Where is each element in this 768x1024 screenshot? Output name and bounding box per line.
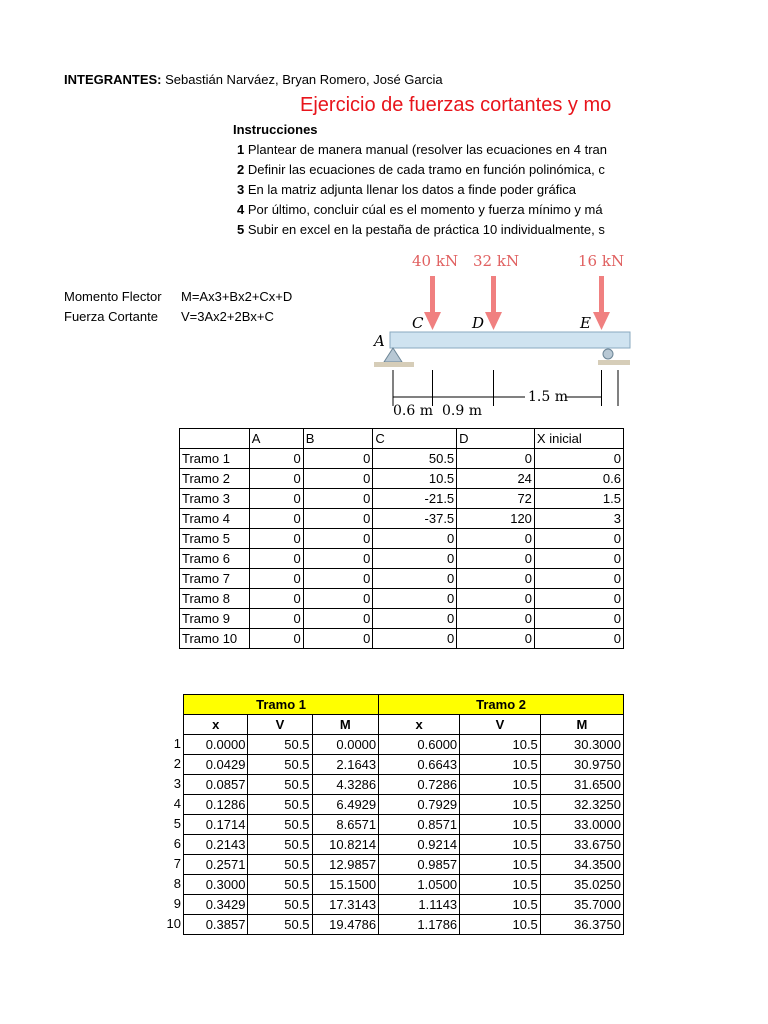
table-cell[interactable]: 0: [249, 589, 303, 609]
table-cell[interactable]: 10.5: [460, 755, 541, 775]
table-row: [179, 835, 624, 855]
table-cell[interactable]: 0: [249, 509, 303, 529]
table-cell[interactable]: 50.5: [373, 449, 457, 469]
load-arrow: [424, 276, 441, 330]
table-row: [179, 735, 624, 755]
table-cell[interactable]: 0.7929: [379, 795, 460, 815]
row-label[interactable]: Tramo 1: [180, 449, 250, 469]
table-cell[interactable]: 2.1643: [312, 755, 379, 775]
row-index: [173, 835, 184, 855]
page-title: Ejercicio de fuerzas cortantes y mo: [300, 94, 612, 116]
row-index: [173, 815, 184, 835]
table-cell[interactable]: 10.5: [460, 735, 541, 755]
coefficient-table: [179, 428, 624, 649]
table-cell[interactable]: 8.6571: [312, 815, 379, 835]
instruction-number: 3: [237, 182, 245, 197]
row-index-label: 3: [173, 775, 181, 791]
table-cell[interactable]: 50.5: [248, 855, 312, 875]
table-row: [180, 629, 624, 649]
row-label[interactable]: Tramo 7: [180, 569, 250, 589]
table-cell[interactable]: 33.0000: [540, 815, 623, 835]
instruction-text: Por último, concluir cúal es el momento y fuerza mínimo y má: [247, 202, 603, 217]
row-index: [173, 755, 184, 775]
table-cell[interactable]: 0.3429: [184, 895, 248, 915]
row-index: [166, 915, 184, 935]
point-e-label: E: [580, 314, 591, 332]
table-cell[interactable]: 0: [249, 489, 303, 509]
table-cell[interactable]: 0.3000: [184, 875, 248, 895]
table-cell[interactable]: 10.5: [460, 835, 541, 855]
instruction-text: En la matriz adjunta llenar los datos a finde poder gráfica: [247, 182, 576, 197]
table-cell[interactable]: 6.4929: [312, 795, 379, 815]
table-cell[interactable]: 10.8214: [312, 835, 379, 855]
tramo-group-header: Tramo 2: [379, 695, 624, 715]
table-row: [179, 915, 624, 935]
table-cell[interactable]: 24: [457, 469, 535, 489]
row-index: [173, 895, 184, 915]
group-header-row: [179, 695, 624, 715]
dim2-label: 0.9 m: [442, 403, 482, 419]
row-index-label: 6: [173, 835, 181, 851]
table-cell[interactable]: 4.3286: [312, 775, 379, 795]
table-cell[interactable]: 1.1143: [379, 895, 460, 915]
instruction-number: 5: [237, 222, 245, 237]
table-cell[interactable]: 50.5: [248, 915, 312, 935]
table-cell[interactable]: 34.3500: [540, 855, 623, 875]
dimension-lines: [393, 370, 618, 406]
table-cell[interactable]: 0: [373, 569, 457, 589]
table-cell[interactable]: 30.3000: [540, 735, 623, 755]
table-cell[interactable]: 0.0429: [184, 755, 248, 775]
integrantes-names: Sebastián Narváez, Bryan Romero, José Garcia: [165, 72, 443, 87]
table-cell[interactable]: 0: [373, 529, 457, 549]
table-row: [180, 449, 624, 469]
corner-cell: [179, 715, 184, 735]
table-cell[interactable]: 15.1500: [312, 875, 379, 895]
table-cell[interactable]: 0: [303, 529, 373, 549]
row-index-label: 5: [173, 815, 181, 831]
column-header: D: [457, 429, 535, 449]
table-row: [179, 775, 624, 795]
corner-cell: [179, 695, 184, 715]
instruction-item: [237, 222, 605, 237]
table-cell[interactable]: 0: [303, 629, 373, 649]
table-cell[interactable]: 1.0500: [379, 875, 460, 895]
table-row: [179, 875, 624, 895]
column-header: [180, 429, 250, 449]
column-header: A: [249, 429, 303, 449]
table-cell[interactable]: 31.6500: [540, 775, 623, 795]
column-header: C: [373, 429, 457, 449]
instruction-item: [237, 202, 603, 217]
table-row: [179, 855, 624, 875]
row-index-label: 1: [173, 735, 181, 751]
table-cell[interactable]: 0.3857: [184, 915, 248, 935]
table-cell[interactable]: 1.1786: [379, 915, 460, 935]
table-cell[interactable]: 0.9214: [379, 835, 460, 855]
sub-header-row: [179, 715, 624, 735]
table-cell[interactable]: 0: [457, 569, 535, 589]
table-cell[interactable]: 30.9750: [540, 755, 623, 775]
point-d-label: D: [472, 314, 485, 332]
row-index-label: 8: [173, 875, 181, 891]
table-cell[interactable]: 0: [303, 469, 373, 489]
table-row: [180, 489, 624, 509]
table-row: [180, 529, 624, 549]
table-cell[interactable]: 0: [373, 629, 457, 649]
instruction-number: 1: [237, 142, 245, 157]
table-cell[interactable]: 50.5: [248, 895, 312, 915]
table-cell[interactable]: 0.0857: [184, 775, 248, 795]
instruction-number: 4: [237, 202, 245, 217]
table-cell[interactable]: 0: [534, 549, 623, 569]
table-cell[interactable]: 0: [457, 609, 535, 629]
load1-label: 40 kN: [412, 252, 459, 270]
table-cell[interactable]: 0: [534, 589, 623, 609]
table-row: [179, 815, 624, 835]
table-row: [180, 589, 624, 609]
row-label[interactable]: Tramo 6: [180, 549, 250, 569]
column-header: X inicial: [534, 429, 623, 449]
table-cell[interactable]: 0: [534, 569, 623, 589]
column-header: M: [540, 715, 623, 735]
table-cell[interactable]: 10.5: [460, 875, 541, 895]
column-header: x: [379, 715, 460, 735]
moment-formula: [64, 287, 292, 307]
instruction-text: Plantear de manera manual (resolver las ecuaciones en 4 tran: [247, 142, 608, 157]
table-cell[interactable]: 0: [249, 469, 303, 489]
table-cell[interactable]: 0: [457, 629, 535, 649]
table-cell[interactable]: 0.6000: [379, 735, 460, 755]
table-cell[interactable]: 0: [534, 529, 623, 549]
load-arrow: [485, 276, 502, 330]
table-cell[interactable]: 33.6750: [540, 835, 623, 855]
table-cell[interactable]: 0: [249, 549, 303, 569]
table-cell[interactable]: 12.9857: [312, 855, 379, 875]
team-members-line: [64, 72, 443, 87]
table-cell[interactable]: 0: [534, 609, 623, 629]
shear-formula: [64, 307, 292, 327]
shear-equation: V=3Ax2+2Bx+C: [181, 309, 274, 324]
column-header: M: [312, 715, 379, 735]
row-index: [173, 855, 184, 875]
column-header: V: [248, 715, 312, 735]
table-cell[interactable]: 50.5: [248, 835, 312, 855]
beam-diagram: [360, 250, 630, 420]
table-cell[interactable]: 0: [249, 529, 303, 549]
table-cell[interactable]: 0: [457, 449, 535, 469]
table-cell[interactable]: 10.5: [460, 915, 541, 935]
moment-equation: M=Ax3+Bx2+Cx+D: [181, 289, 293, 304]
table-cell[interactable]: 0.7286: [379, 775, 460, 795]
column-header: B: [303, 429, 373, 449]
table-cell[interactable]: 0: [457, 589, 535, 609]
column-header: x: [184, 715, 248, 735]
table-cell[interactable]: 0.2571: [184, 855, 248, 875]
table-row: [180, 569, 624, 589]
table-cell[interactable]: 0: [303, 609, 373, 629]
table-cell[interactable]: 0: [303, 509, 373, 529]
table-cell[interactable]: 0: [457, 549, 535, 569]
point-c-label: C: [412, 314, 424, 332]
table-cell[interactable]: 0: [303, 549, 373, 569]
table-cell[interactable]: -37.5: [373, 509, 457, 529]
table-cell[interactable]: 120: [457, 509, 535, 529]
table-cell[interactable]: 17.3143: [312, 895, 379, 915]
table-row: [179, 895, 624, 915]
table-cell[interactable]: 50.5: [248, 795, 312, 815]
row-label[interactable]: Tramo 9: [180, 609, 250, 629]
row-label[interactable]: Tramo 5: [180, 529, 250, 549]
table-cell[interactable]: 50.5: [248, 815, 312, 835]
instructions-heading: Instrucciones: [233, 122, 318, 137]
table-cell[interactable]: 10.5: [460, 895, 541, 915]
table-cell[interactable]: -21.5: [373, 489, 457, 509]
table-cell[interactable]: 35.7000: [540, 895, 623, 915]
table-cell[interactable]: 0.8571: [379, 815, 460, 835]
column-header: V: [460, 715, 541, 735]
table-cell[interactable]: 0: [534, 629, 623, 649]
table-cell[interactable]: 35.0250: [540, 875, 623, 895]
formulas-block: [64, 287, 292, 327]
table-cell[interactable]: 0.1286: [184, 795, 248, 815]
table-cell[interactable]: 0: [457, 529, 535, 549]
instruction-text: Subir en excel en la pestaña de práctica 10 individualmente, s: [247, 222, 605, 237]
table-cell[interactable]: 10.5: [460, 815, 541, 835]
shear-label: Fuerza Cortante: [64, 309, 158, 324]
table-cell[interactable]: 72: [457, 489, 535, 509]
table-row: [180, 509, 624, 529]
table-cell[interactable]: 10.5: [460, 855, 541, 875]
load-arrow: [593, 276, 610, 330]
table-cell[interactable]: 0: [249, 449, 303, 469]
table-cell[interactable]: 0.0000: [312, 735, 379, 755]
table-cell[interactable]: 0.6: [534, 469, 623, 489]
instruction-item: [237, 182, 576, 197]
values-table: [166, 694, 624, 935]
table-cell[interactable]: 50.5: [248, 875, 312, 895]
row-index: [173, 735, 184, 755]
table-row: [180, 469, 624, 489]
table-cell[interactable]: 0: [303, 449, 373, 469]
load3-label: 16 kN: [578, 252, 625, 270]
beam-body: [390, 332, 630, 348]
table-cell[interactable]: 0.6643: [379, 755, 460, 775]
table-cell[interactable]: 0.9857: [379, 855, 460, 875]
row-label[interactable]: Tramo 2: [180, 469, 250, 489]
table-cell[interactable]: 1.5: [534, 489, 623, 509]
row-index-label: 9: [173, 895, 181, 911]
table-cell[interactable]: 0: [373, 609, 457, 629]
load2-label: 32 kN: [473, 252, 520, 270]
table-row: [180, 609, 624, 629]
table-cell[interactable]: 0: [249, 569, 303, 589]
table-cell[interactable]: 32.3250: [540, 795, 623, 815]
row-index: [173, 795, 184, 815]
instruction-item: [237, 142, 607, 157]
table-cell[interactable]: 10.5: [460, 775, 541, 795]
instruction-text: Definir las ecuaciones de cada tramo en función polinómica, c: [247, 162, 605, 177]
instruction-number: 2: [237, 162, 245, 177]
row-index: [173, 875, 184, 895]
table-cell[interactable]: 0: [303, 569, 373, 589]
table-cell[interactable]: 0: [303, 589, 373, 609]
table-cell[interactable]: 0.1714: [184, 815, 248, 835]
table-cell[interactable]: 0: [373, 549, 457, 569]
table-cell[interactable]: 50.5: [248, 775, 312, 795]
table-cell[interactable]: 36.3750: [540, 915, 623, 935]
tramo-group-header: Tramo 1: [184, 695, 379, 715]
table-cell[interactable]: 50.5: [248, 735, 312, 755]
point-a-label: A: [374, 332, 385, 350]
dim1-label: 0.6 m: [393, 403, 433, 419]
row-label[interactable]: Tramo 4: [180, 509, 250, 529]
coef-header-row: [180, 429, 624, 449]
pin-support: [374, 348, 414, 367]
table-cell[interactable]: 0: [303, 489, 373, 509]
instruction-item: [237, 162, 605, 177]
table-cell[interactable]: 10.5: [460, 795, 541, 815]
table-cell[interactable]: 0.2143: [184, 835, 248, 855]
row-index: [173, 775, 184, 795]
table-cell[interactable]: 0: [249, 629, 303, 649]
table-row: [179, 755, 624, 775]
moment-label: Momento Flector: [64, 289, 162, 304]
roller-support: [598, 349, 630, 365]
row-label[interactable]: Tramo 3: [180, 489, 250, 509]
row-index-label: 7: [173, 855, 181, 871]
row-index-label: 10: [166, 915, 181, 931]
row-label[interactable]: Tramo 10: [180, 629, 250, 649]
table-row: [179, 795, 624, 815]
table-cell[interactable]: 19.4786: [312, 915, 379, 935]
table-cell[interactable]: 0: [249, 609, 303, 629]
table-cell[interactable]: 0: [373, 589, 457, 609]
row-label[interactable]: Tramo 8: [180, 589, 250, 609]
row-index-label: 2: [173, 755, 181, 771]
row-index-label: 4: [173, 795, 181, 811]
dim3-label: 1.5 m: [528, 389, 568, 405]
table-cell[interactable]: 3: [534, 509, 623, 529]
table-cell[interactable]: 0.0000: [184, 735, 248, 755]
table-cell[interactable]: 10.5: [373, 469, 457, 489]
table-cell[interactable]: 0: [534, 449, 623, 469]
table-row: [180, 549, 624, 569]
table-cell[interactable]: 50.5: [248, 755, 312, 775]
integrantes-label: INTEGRANTES:: [64, 72, 162, 87]
